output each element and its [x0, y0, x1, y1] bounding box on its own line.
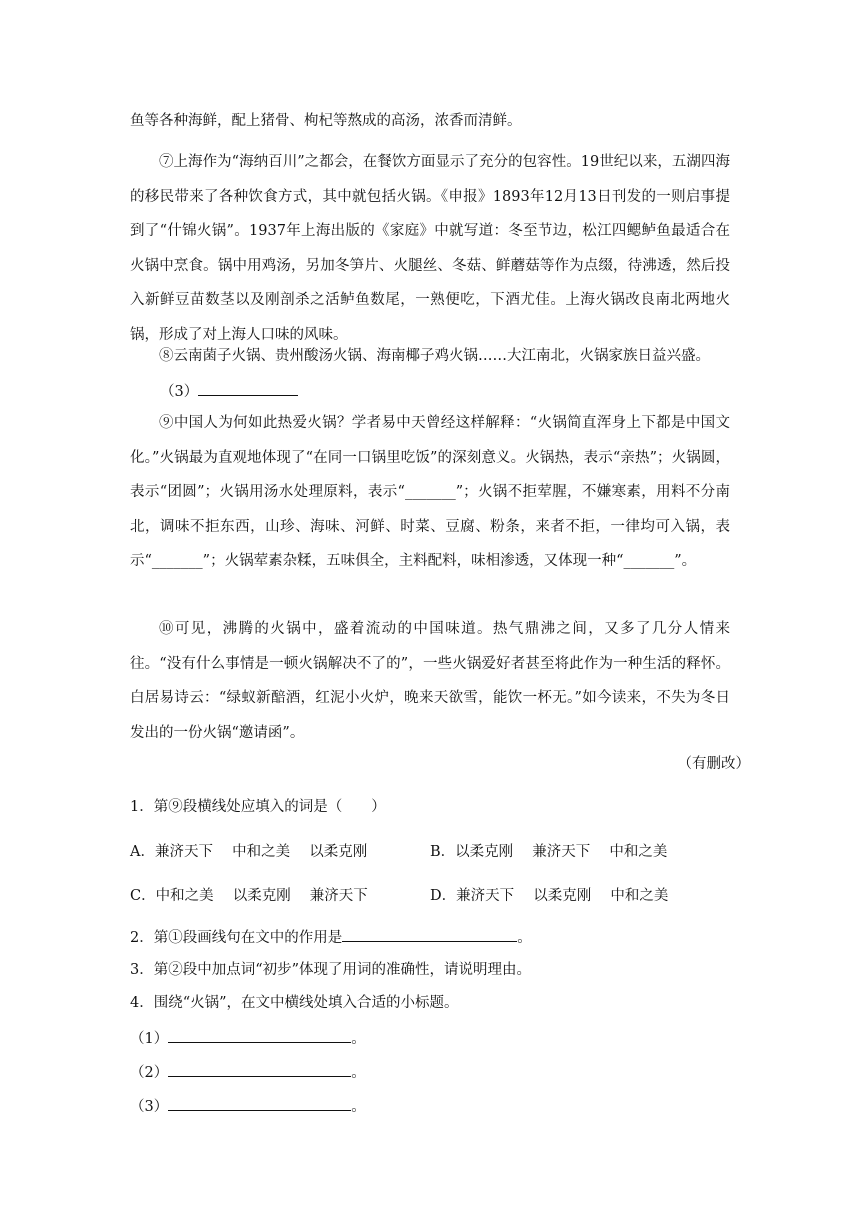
item-label: （3）: [130, 1099, 169, 1115]
item-label: （1）: [130, 1031, 169, 1047]
option-d: D．兼济天下 以柔克刚 中和之美: [430, 888, 669, 904]
question-4-item-2: [130, 1061, 366, 1082]
item-suffix: 。: [351, 1065, 366, 1081]
question-4-item-1: [130, 1027, 366, 1048]
question-2-prefix: 2．第①段画线句在文中的作用是: [130, 930, 343, 946]
subtitle-3-label: （3）: [160, 384, 199, 400]
answer-blank: [168, 1028, 351, 1043]
paragraph-8: ⑧云南菌子火锅、贵州酸汤火锅、海南椰子鸡火锅……大江南北，火锅家族日益兴盛。: [159, 348, 710, 364]
option-a: A．兼济天下 中和之美 以柔克刚: [130, 844, 368, 860]
subtitle-3-blank: [160, 380, 298, 401]
question-2-suffix: 。: [517, 930, 532, 946]
question-1: 1．第⑨段横线处应填入的词是（ ）: [130, 799, 386, 815]
item-suffix: 。: [351, 1031, 366, 1047]
paragraph-9: ⑨中国人为何如此热爱火锅？学者易中天曾经这样解释：“火锅简直浑身上下都是中国文化。”火锅最为直观地体现了“在同一口锅里吃饭”的深刻意义。火锅热，表示“亲热”；火锅圆，表示“团圆”；火锅用汤水处理原料，表示“_______”；火锅不拒荤腥，不嫌寒素，用料不分南北，调味不拒东西，山珍、海味、河鲜、时菜、豆腐、粉条，来者不拒，一律均可入锅，表示“_______”；火锅荤素杂糅，五味俱全，主料配料，味相渗透，又体现一种“_______”。: [130, 415, 730, 569]
question-3: 3．第②段中加点词“初步”体现了用词的准确性，请说明理由。: [130, 962, 532, 978]
answer-blank: [342, 927, 517, 942]
question-4-item-3: [130, 1095, 366, 1116]
item-suffix: 。: [351, 1099, 366, 1115]
option-b: B．以柔克刚 兼济天下 中和之美: [430, 844, 668, 860]
paragraph-7: ⑦上海作为“海纳百川”之都会，在餐饮方面显示了充分的包容性。19世纪以来，五湖四海的移民带来了各种饮食方式，其中就包括火锅。《申报》1893年12月13日刊发的一则启事提到了“什锦火锅”。1937年上海出版的《家庭》中就写道：冬至节边，松江四鳃鲈鱼最适合在火锅中烹食。锅中用鸡汤，另加冬笋片、火腿丝、冬菇、鲜蘑菇等作为点缀，待沸透，然后投入新鲜豆苗数茎以及刚剖杀之活鲈鱼数尾，一熟便吃，下酒尤佳。上海火锅改良南北两地火锅，形成了对上海人口味的风味。: [130, 154, 730, 343]
answer-blank: [168, 1096, 351, 1111]
blank-line: [198, 381, 298, 396]
paragraph-6-tail: 鱼等各种海鲜，配上猪骨、枸杞等熬成的高汤，浓香而清鲜。: [130, 113, 522, 129]
question-4: 4．围绕“火锅”，在文中横线处填入合适的小标题。: [130, 995, 459, 1011]
option-c: C．中和之美 以柔克刚 兼济天下: [130, 888, 368, 904]
edit-note: （有删改）: [677, 756, 750, 772]
item-label: （2）: [130, 1065, 169, 1081]
paragraph-10: ⑩可见，沸腾的火锅中，盛着流动的中国味道。热气鼎沸之间，又多了几分人情来往。“没有什么事情是一顿火锅解决不了的”，一些火锅爱好者甚至将此作为一种生活的释怀。白居易诗云：“绿蚁新醅酒，红泥小火炉，晚来天欲雪，能饮一杯无。”如今读来，不失为冬日发出的一份火锅“邀请函”。: [130, 621, 730, 741]
answer-blank: [168, 1062, 351, 1077]
question-2: [130, 926, 532, 947]
